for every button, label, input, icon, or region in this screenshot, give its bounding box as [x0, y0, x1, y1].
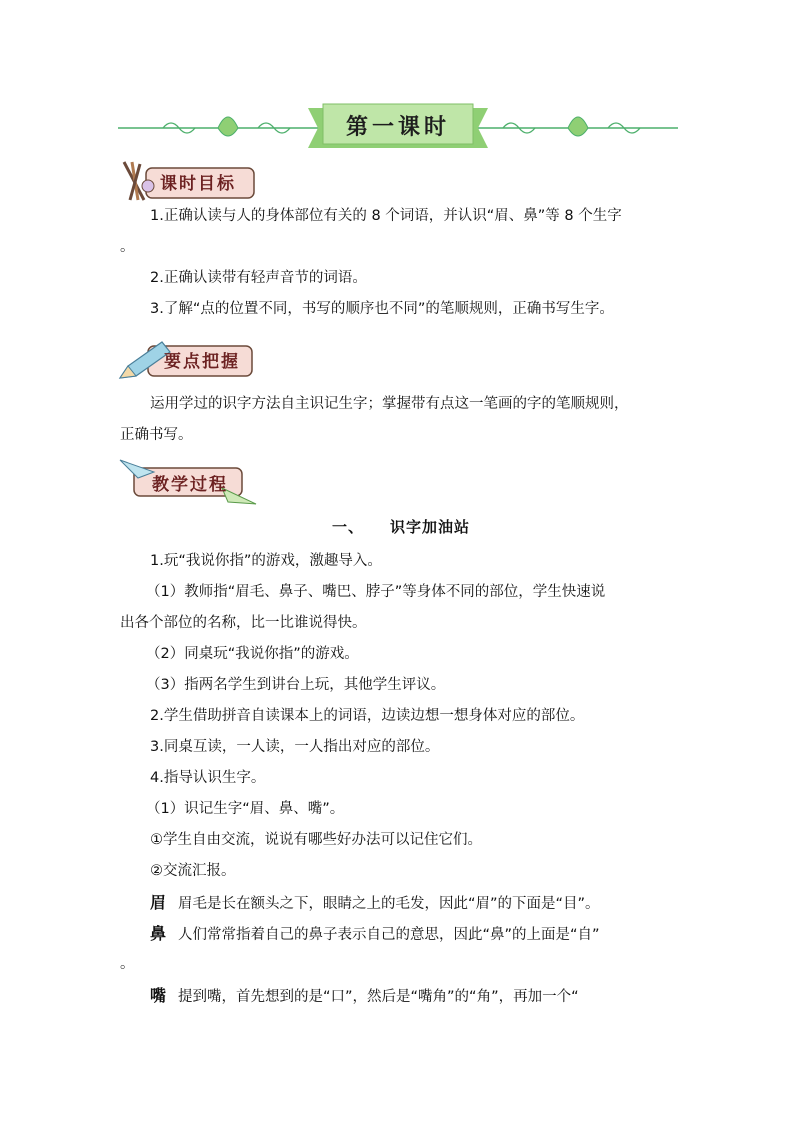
section-label-key-points: 要点把握	[164, 352, 240, 372]
char-mei-text: 眉毛是长在额头之下，眼睛之上的毛发，因此“眉”的下面是“目”。	[178, 896, 600, 912]
process-p4: 4.指导认识生字。	[150, 770, 266, 786]
char-note-zui	[150, 980, 676, 1013]
process-p4a-i: ①学生自由交流，说说有哪些好办法可以记住它们。	[150, 832, 482, 848]
goal-item-3: 3.了解“点的位置不同，书写的顺序也不同”的笔顺规则，正确书写生字。	[150, 301, 614, 317]
process-p3: 3.同桌互读，一人读，一人指出对应的部位。	[150, 739, 440, 755]
key-points-line-1: 运用学过的识字方法自主识记生字；掌握带有点这一笔画的字的笔顺规则，	[150, 396, 629, 412]
key-points-line-2: 正确书写。	[120, 427, 193, 443]
goal-item-1-tail: 。	[120, 239, 135, 255]
process-p2: 2.学生借助拼音自读课本上的词语，边读边想一想身体对应的部位。	[150, 708, 585, 724]
section-heading	[332, 516, 470, 537]
process-p4a-ii: ②交流汇报。	[150, 863, 236, 879]
char-mei: 眉	[150, 893, 167, 912]
section-label-goals: 课时目标	[160, 174, 236, 194]
heading-text: 识字加油站	[390, 518, 471, 536]
process-p1a-line1: （1）教师指“眉毛、鼻子、嘴巴、脖子”等身体不同的部位，学生快速说	[146, 584, 606, 600]
goal-item-1: 1.正确认读与人的身体部位有关的 8 个词语，并认识“眉、鼻”等 8 个生字	[150, 208, 622, 224]
goal-item-2: 2.正确认读带有轻声音节的词语。	[150, 270, 367, 286]
process-p4a: （1）识记生字“眉、鼻、嘴”。	[146, 801, 345, 817]
char-bi: 鼻	[150, 924, 167, 943]
section-label-process: 教学过程	[152, 475, 228, 495]
section-badge-goals	[118, 160, 258, 204]
heading-number: 一、	[332, 518, 365, 536]
lesson-title: 第一课时	[345, 114, 450, 140]
char-bi-text: 人们常常指着自己的鼻子表示自己的意思，因此“鼻”的上面是“自”	[178, 927, 600, 943]
process-p1: 1.玩“我说你指”的游戏，激趣导入。	[150, 553, 382, 569]
char-zui: 嘴	[150, 986, 167, 1005]
process-p1b: （2）同桌玩“我说你指”的游戏。	[146, 646, 359, 662]
char-note-bi-tail: 。	[120, 956, 135, 972]
char-note-bi	[150, 918, 676, 951]
process-p1a-line2: 出各个部位的名称，比一比谁说得快。	[120, 615, 367, 631]
section-badge-key-points	[118, 338, 258, 382]
title-banner	[118, 100, 678, 156]
section-badge-process	[118, 458, 258, 508]
char-zui-text: 提到嘴，首先想到的是“口”，然后是“嘴角”的“角”，再加一个“	[178, 989, 579, 1005]
char-note-mei	[150, 887, 676, 920]
process-p1c: （3）指两名学生到讲台上玩，其他学生评议。	[146, 677, 446, 693]
